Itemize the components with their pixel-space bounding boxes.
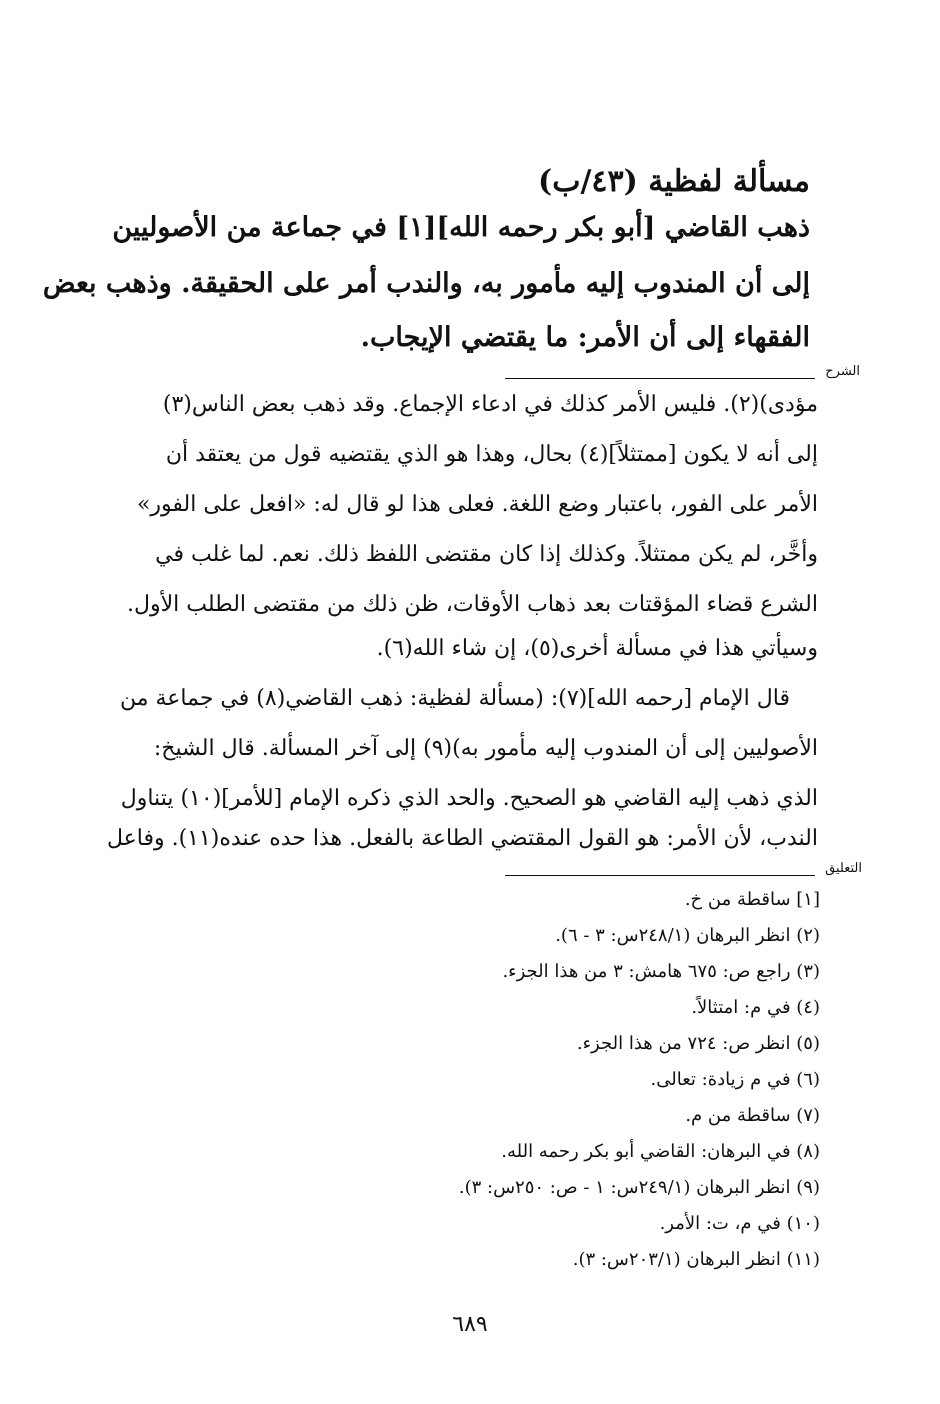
sharh-line-2: إلى أنه لا يكون [ممتثلاً](٤) بحال، وهذا هو الذي يقتضيه قول من يعتقد أن <box>165 442 818 467</box>
matn-line-2: إلى أن المندوب إليه مأمور به، والندب أمر على الحقيقة. وذهب بعض <box>42 268 810 299</box>
sharh-line-3: الأمر على الفور، باعتبار وضع اللغة. فعلى هذا لو قال له: «افعل على الفور» <box>136 492 818 517</box>
sharh-line-5: الشرع قضاء المؤقتات بعد ذهاب الأوقات، ظن ذلك من مقتضى الطلب الأول. <box>127 592 818 617</box>
footnotes <box>320 885 820 1281</box>
footnote: (١١) انظر البرهان (٢٠٣/١س: ٣). <box>572 1249 820 1270</box>
page-number: ٦٨٩ <box>452 1312 488 1337</box>
sharh-line-6: وسيأتي هذا في مسألة أخرى(٥)، إن شاء الله(٦). <box>376 636 818 661</box>
footnote: (٨) في البرهان: القاضي أبو بكر رحمه الله. <box>501 1141 820 1162</box>
footnote: (٧) ساقطة من م. <box>685 1105 820 1126</box>
sharh-line-7: قال الإمام [رحمه الله](٧): (مسألة لفظية: ذهب القاضي(٨) في جماعة من <box>119 686 790 711</box>
taliq-divider <box>505 875 815 876</box>
sharh-divider <box>505 378 815 379</box>
footnote: (٩) انظر البرهان (٢٤٩/١س: ١ - ص: ٢٥٠س: ٣). <box>458 1177 820 1198</box>
sharh-line-9: الذي ذهب إليه القاضي هو الصحيح. والحد الذي ذكره الإمام [للأمر](١٠) يتناول <box>120 786 818 811</box>
footnote: (١٠) في م، ت: الأمر. <box>659 1213 820 1234</box>
issue-heading: مسألة لفظية (٤٣/ب) <box>538 164 810 199</box>
footnote: (٦) في م زيادة: تعالى. <box>650 1069 820 1090</box>
matn-line-1: ذهب القاضي [أبو بكر رحمه الله][١] في جماعة من الأصوليين <box>112 212 810 243</box>
sharh-line-8: الأصوليين إلى أن المندوب إليه مأمور به)(٩) إلى آخر المسألة. قال الشيخ: <box>153 736 818 761</box>
sharh-section-label: الشرح <box>825 364 860 379</box>
sharh-line-1: مؤدى)(٢). فليس الأمر كذلك في ادعاء الإجماع. وقد ذهب بعض الناس(٣) <box>162 392 818 417</box>
taliq-section-label: التعليق <box>825 861 862 876</box>
footnote: (٢) انظر البرهان (٢٤٨/١س: ٣ - ٦). <box>555 925 820 946</box>
footnote: (٥) انظر ص: ٧٢٤ من هذا الجزء. <box>576 1033 820 1054</box>
footnote: (٤) في م: امتثالاً. <box>691 997 820 1018</box>
sharh-line-4: وأخَّر، لم يكن ممتثلاً. وكذلك إذا كان مقتضى اللفظ ذلك. نعم. لما غلب في <box>155 542 818 567</box>
matn-line-3: الفقهاء إلى أن الأمر: ما يقتضي الإيجاب. <box>360 322 810 353</box>
footnote: (٣) راجع ص: ٦٧٥ هامش: ٣ من هذا الجزء. <box>502 961 820 982</box>
sharh-line-10: الندب، لأن الأمر: هو القول المقتضي الطاعة بالفعل. هذا حده عنده(١١). وفاعل <box>106 826 818 851</box>
footnote: [١] ساقطة من خ. <box>684 889 820 910</box>
